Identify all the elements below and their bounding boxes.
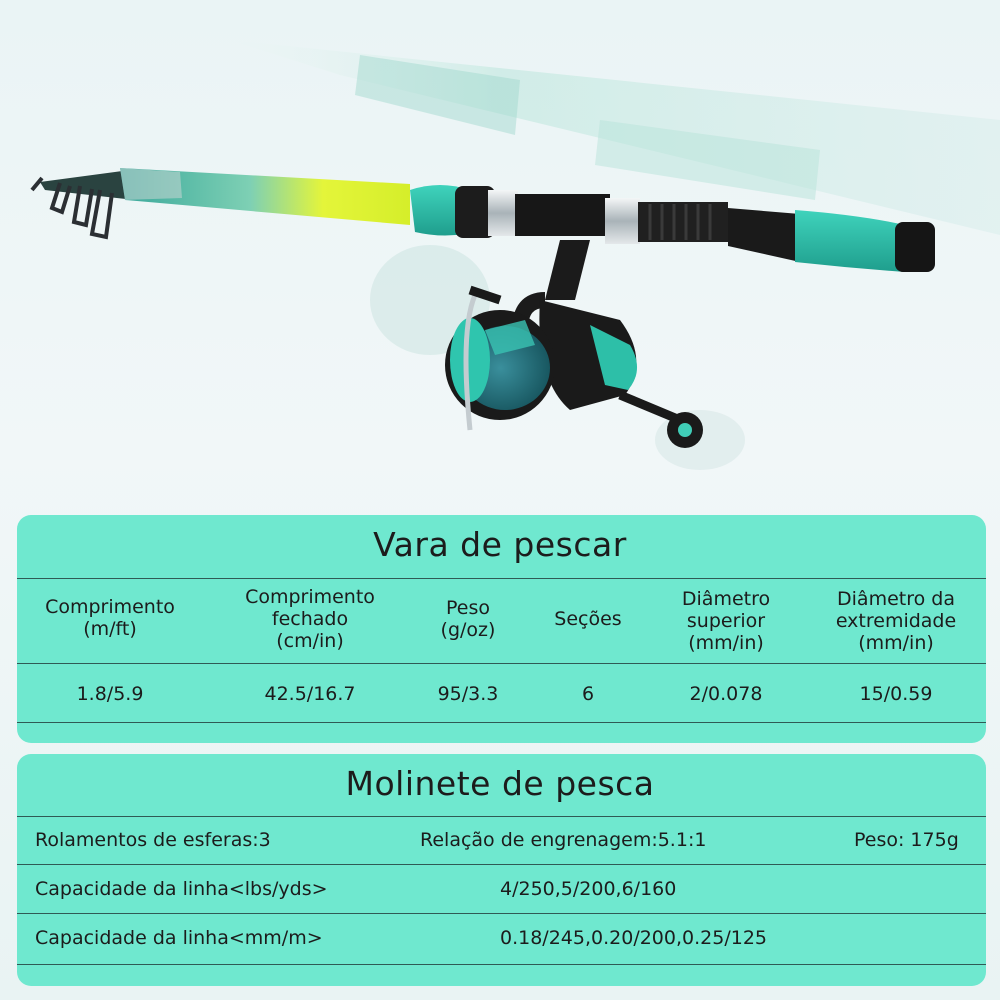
rod-values-divider <box>17 722 986 723</box>
reel-panel-title: Molinete de pesca <box>345 764 655 803</box>
reel-bearings: Rolamentos de esferas:3 <box>35 829 271 851</box>
rod-header-weight: Peso (g/oz) <box>440 597 496 641</box>
rod-header-top-diameter: Diâmetro superior (mm/in) <box>681 588 771 654</box>
reel-line-capacity-lbs-value: 4/250,5/200,6/160 <box>500 878 677 900</box>
rod-header-sections: Seções <box>554 608 622 630</box>
rod-value-top-diameter: 2/0.078 <box>689 683 763 705</box>
reel-line-capacity-mm-value: 0.18/245,0.20/200,0.25/125 <box>500 927 767 949</box>
reel-gear-ratio: Relação de engrenagem:5.1:1 <box>420 829 707 851</box>
reel-row1-divider <box>17 864 986 865</box>
rod-value-length: 1.8/5.9 <box>76 683 144 705</box>
rod-header-closed-length: Comprimento fechado (cm/in) <box>245 586 375 652</box>
rod-value-closed-length: 42.5/16.7 <box>264 683 356 705</box>
rod-panel-title: Vara de pescar <box>373 525 627 564</box>
reel-line-capacity-mm-label: Capacidade da linha<mm/m> <box>35 927 323 949</box>
rod-header-top-divider <box>17 578 986 579</box>
reel-row2-divider <box>17 913 986 914</box>
reel-title-divider <box>17 816 986 817</box>
rod-value-weight: 95/3.3 <box>437 683 499 705</box>
rod-value-sections: 6 <box>581 683 595 705</box>
rod-value-end-diameter: 15/0.59 <box>859 683 933 705</box>
rod-header-length: Comprimento (m/ft) <box>45 596 175 640</box>
reel-row3-divider <box>17 964 986 965</box>
reel-weight: Peso: 175g <box>854 829 959 851</box>
reel-line-capacity-lbs-label: Capacidade da linha<lbs/yds> <box>35 878 328 900</box>
rod-header-end-diameter: Diâmetro da extremidade (mm/in) <box>835 588 957 654</box>
rod-header-bottom-divider <box>17 663 986 664</box>
